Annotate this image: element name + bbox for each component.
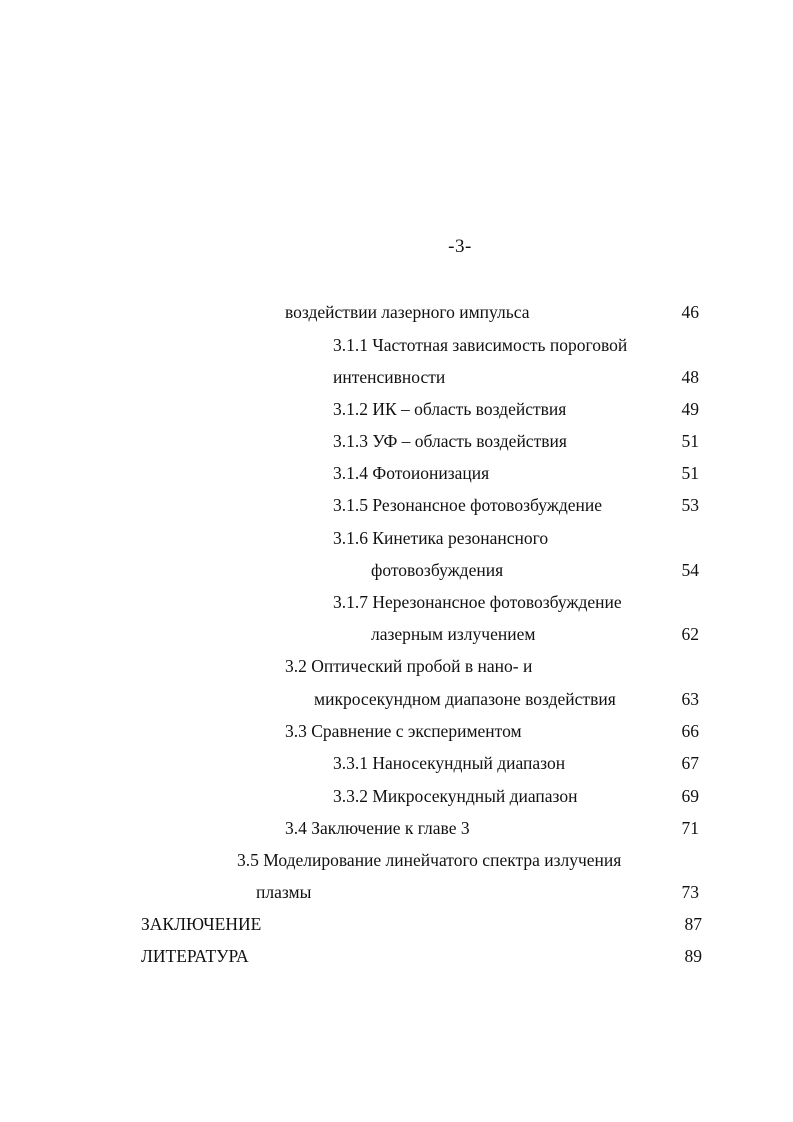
toc-entry-page: 54	[681, 560, 699, 580]
toc-entry-text: 3.1.3 УФ – область воздействия	[333, 431, 567, 451]
toc-entry-text: 3.5 Моделирование линейчатого спектра излучения	[237, 850, 622, 870]
toc-entry-page: 49	[681, 399, 699, 419]
toc-entry-page: 69	[681, 786, 699, 806]
toc-entry-page: 87	[684, 914, 702, 934]
toc-entry-page: 53	[681, 495, 699, 515]
toc-entry-page: 67	[681, 753, 699, 773]
toc-entry-text: ЛИТЕРАТУРА	[141, 946, 249, 966]
toc-entry-text: 3.1.5 Резонансное фотовозбуждение	[333, 495, 603, 515]
toc-entry-text: 3.2 Оптический пробой в нано- и	[285, 656, 533, 676]
toc-entry-page: 63	[681, 689, 699, 709]
toc-entry-text: 3.1.6 Кинетика резонансного	[333, 528, 549, 548]
toc-entry-text: микросекундном диапазоне воздействия	[314, 689, 616, 709]
toc-entry-page: 71	[681, 818, 699, 838]
toc-entry-text: 3.3 Сравнение с экспериментом	[285, 721, 522, 741]
toc-entry-page: 66	[681, 721, 699, 741]
page-number: -3-	[448, 236, 472, 257]
toc-entry-text: 3.1.4 Фотоионизация	[333, 463, 490, 483]
toc-entry-text: воздействии лазерного импульса	[285, 302, 530, 322]
toc-entry-page: 89	[684, 946, 702, 966]
toc-entry-page: 51	[681, 431, 699, 451]
toc-entry-text: 3.1.1 Частотная зависимость пороговой	[333, 335, 628, 355]
toc-entry-page: 46	[681, 302, 699, 322]
toc-entry-text: 3.1.7 Нерезонансное фотовозбуждение	[333, 592, 622, 612]
toc-entry-text: интенсивности	[333, 367, 446, 387]
toc-entry-text: 3.3.1 Наносекундный диапазон	[333, 753, 566, 773]
toc-entry-text: 3.1.2 ИК – область воздействия	[333, 399, 567, 419]
toc-entry-page: 51	[681, 463, 699, 483]
toc-entry-text: плазмы	[256, 882, 312, 902]
toc-entry-text: ЗАКЛЮЧЕНИЕ	[141, 914, 262, 934]
toc-entry-text: фотовозбуждения	[371, 560, 504, 580]
toc-entry-text: лазерным излучением	[371, 624, 536, 644]
toc-entry-page: 48	[681, 367, 699, 387]
toc-entry-text: 3.4 Заключение к главе 3	[285, 818, 470, 838]
toc-entry-page: 73	[681, 882, 699, 902]
toc-entry-text: 3.3.2 Микросекундный диапазон	[333, 786, 578, 806]
toc-entry-page: 62	[681, 624, 699, 644]
